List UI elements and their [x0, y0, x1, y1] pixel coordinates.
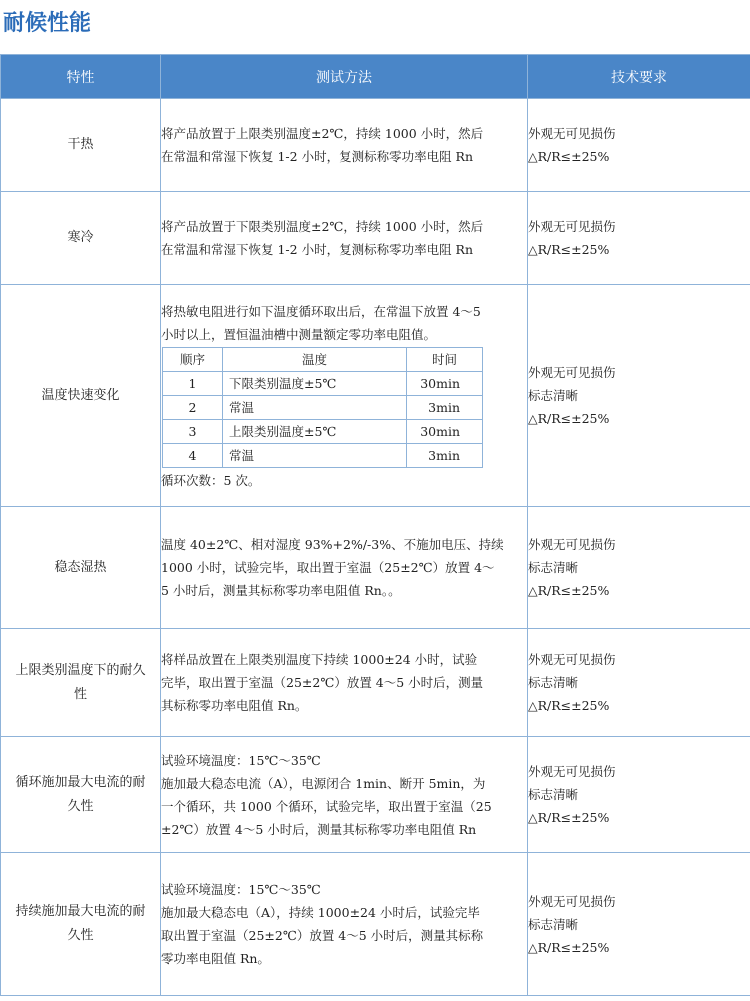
cycle-order: 2 [163, 395, 223, 419]
requirement-text: 标志清晰 [528, 787, 579, 802]
method-cell [161, 737, 528, 853]
cycle-header-temperature: 温度 [223, 347, 407, 371]
method-text: 将产品放置于上限类别温度±2℃，持续 1000 小时，然后 [161, 126, 484, 141]
method-text: 试验环境温度：15℃～35℃ [161, 882, 321, 897]
method-cell [161, 99, 528, 192]
characteristic-text: 上限类别温度下的耐久 [15, 662, 146, 678]
method-text: 1000 小时，试验完毕，取出置于室温（25±2℃）放置 4～ [161, 560, 495, 575]
header-test-method: 测试方法 [161, 55, 528, 99]
cycle-temperature: 常温 [223, 395, 407, 419]
characteristic-text: 性 [73, 686, 87, 702]
table-row-steady-damp-heat [1, 507, 750, 629]
method-text: 取出置于室温（25±2℃）放置 4～5 小时后，测量其标称 [161, 928, 484, 943]
requirement-text: 外观无可见损伤 [528, 764, 616, 779]
method-text: 其标称零功率电阻值 Rn。 [161, 698, 308, 713]
requirement-text: 标志清晰 [528, 916, 579, 932]
method-text: 在常温和常湿下恢复 1-2 小时，复测标称零功率电阻 Rn [161, 149, 474, 164]
requirement-cell [528, 192, 750, 285]
requirement-text: △R/R≤±25% [528, 411, 610, 426]
cycle-temperature: 下限类别温度±5℃ [223, 371, 407, 395]
method-cell [161, 285, 528, 507]
cycle-order: 1 [163, 371, 223, 395]
cycle-time: 30min [407, 419, 483, 443]
cycle-order: 4 [163, 443, 223, 467]
requirement-cell [528, 285, 750, 507]
requirement-text: △R/R≤±25% [528, 939, 610, 955]
cycle-table-header [163, 347, 483, 371]
method-text: 施加最大稳态电（A），持续 1000±24 小时后，试验完毕 [161, 905, 480, 920]
cycle-table-row [163, 395, 483, 419]
requirement-cell [528, 853, 750, 996]
characteristic-text: 温度快速变化 [41, 387, 120, 403]
method-text: 试验环境温度：15℃～35℃ [161, 752, 321, 768]
requirement-cell [528, 737, 750, 853]
cycle-time: 3min [407, 443, 483, 467]
characteristic-cell [1, 737, 161, 853]
method-text: 5 小时后，测量其标称零功率电阻值 Rn。。 [161, 583, 401, 598]
table-row-dry-heat [1, 99, 750, 192]
weather-resistance-table [0, 54, 750, 996]
method-text: 在常温和常湿下恢复 1-2 小时，复测标称零功率电阻 Rn [161, 242, 474, 257]
requirement-text: 标志清晰 [528, 675, 579, 690]
method-cell [161, 192, 528, 285]
table-row-cyclic-max-current [1, 737, 750, 853]
requirement-text: 外观无可见损伤 [528, 652, 616, 667]
requirement-text: △R/R≤±25% [528, 149, 610, 164]
method-text: 将产品放置于下限类别温度±2℃，持续 1000 小时，然后 [161, 219, 484, 234]
cycle-table-row [163, 419, 483, 443]
method-text: ±2℃）放置 4～5 小时后，测量其标称零功率电阻值 Rn [161, 821, 477, 837]
method-text: 完毕，取出置于室温（25±2℃）放置 4～5 小时后，测量 [161, 675, 484, 690]
method-text: 将样品放置在上限类别温度下持续 1000±24 小时，试验 [161, 652, 478, 667]
table-row-rapid-temperature-change [1, 285, 750, 507]
characteristic-cell [1, 853, 161, 996]
cycle-temperature: 上限类别温度±5℃ [223, 419, 407, 443]
cycle-header-time: 时间 [407, 347, 483, 371]
table-row-cold [1, 192, 750, 285]
characteristic-text: 稳态湿热 [54, 559, 107, 575]
method-text: 小时以上，置恒温油槽中测量额定零功率电阻值。 [161, 326, 437, 342]
requirement-text: △R/R≤±25% [528, 698, 610, 713]
requirement-cell [528, 99, 750, 192]
header-characteristic: 特性 [1, 55, 161, 99]
requirement-text: 标志清晰 [528, 560, 579, 575]
page-title: 耐候性能 [3, 11, 92, 36]
table-header-row [1, 55, 750, 99]
method-cell [161, 629, 528, 737]
requirement-text: △R/R≤±25% [528, 810, 610, 825]
table-row-continuous-max-current [1, 853, 750, 996]
table-row-upper-temp-endurance [1, 629, 750, 737]
requirement-text: 标志清晰 [528, 388, 579, 403]
characteristic-text: 久性 [67, 798, 94, 814]
characteristic-text: 循环施加最大电流的耐 [15, 774, 146, 790]
cycle-time: 30min [407, 371, 483, 395]
requirement-text: △R/R≤±25% [528, 583, 610, 598]
method-text: 一个循环，共 1000 个循环，试验完毕，取出置于室温（25 [161, 798, 492, 814]
requirement-text: 外观无可见损伤 [528, 365, 616, 380]
characteristic-cell [1, 507, 161, 629]
cycle-time: 3min [407, 395, 483, 419]
method-text: 温度 40±2℃、相对湿度 93%+2%/-3%、不施加电压、持续 [161, 537, 504, 552]
method-text: 将热敏电阻进行如下温度循环取出后，在常温下放置 4～5 [161, 303, 481, 319]
characteristic-text: 干热 [67, 137, 94, 152]
method-cell [161, 507, 528, 629]
method-cell [161, 853, 528, 996]
cycle-table-row [163, 443, 483, 467]
method-text: 零功率电阻值 Rn。 [161, 951, 270, 966]
cycle-table-row [163, 371, 483, 395]
characteristic-text: 久性 [67, 928, 94, 943]
cycle-header-order: 顺序 [163, 347, 223, 371]
characteristic-text: 寒冷 [67, 230, 94, 245]
requirement-cell [528, 507, 750, 629]
characteristic-cell [1, 99, 161, 192]
temperature-cycle-table [162, 347, 483, 468]
header-requirements: 技术要求 [528, 55, 750, 99]
characteristic-cell [1, 285, 161, 507]
characteristic-cell [1, 629, 161, 737]
cycle-temperature: 常温 [223, 443, 407, 467]
requirement-text: 外观无可见损伤 [528, 537, 616, 552]
requirement-cell [528, 629, 750, 737]
characteristic-text: 持续施加最大电流的耐 [15, 904, 146, 919]
requirement-text: △R/R≤±25% [528, 242, 610, 257]
characteristic-cell [1, 192, 161, 285]
method-text: 循环次数：5 次。 [161, 472, 261, 488]
requirement-text: 外观无可见损伤 [528, 126, 616, 141]
requirement-text: 外观无可见损伤 [528, 219, 616, 234]
requirement-text: 外观无可见损伤 [528, 893, 616, 909]
method-text: 施加最大稳态电流（A），电源闭合 1min、断开 5min，为 [161, 775, 486, 791]
cycle-order: 3 [163, 419, 223, 443]
